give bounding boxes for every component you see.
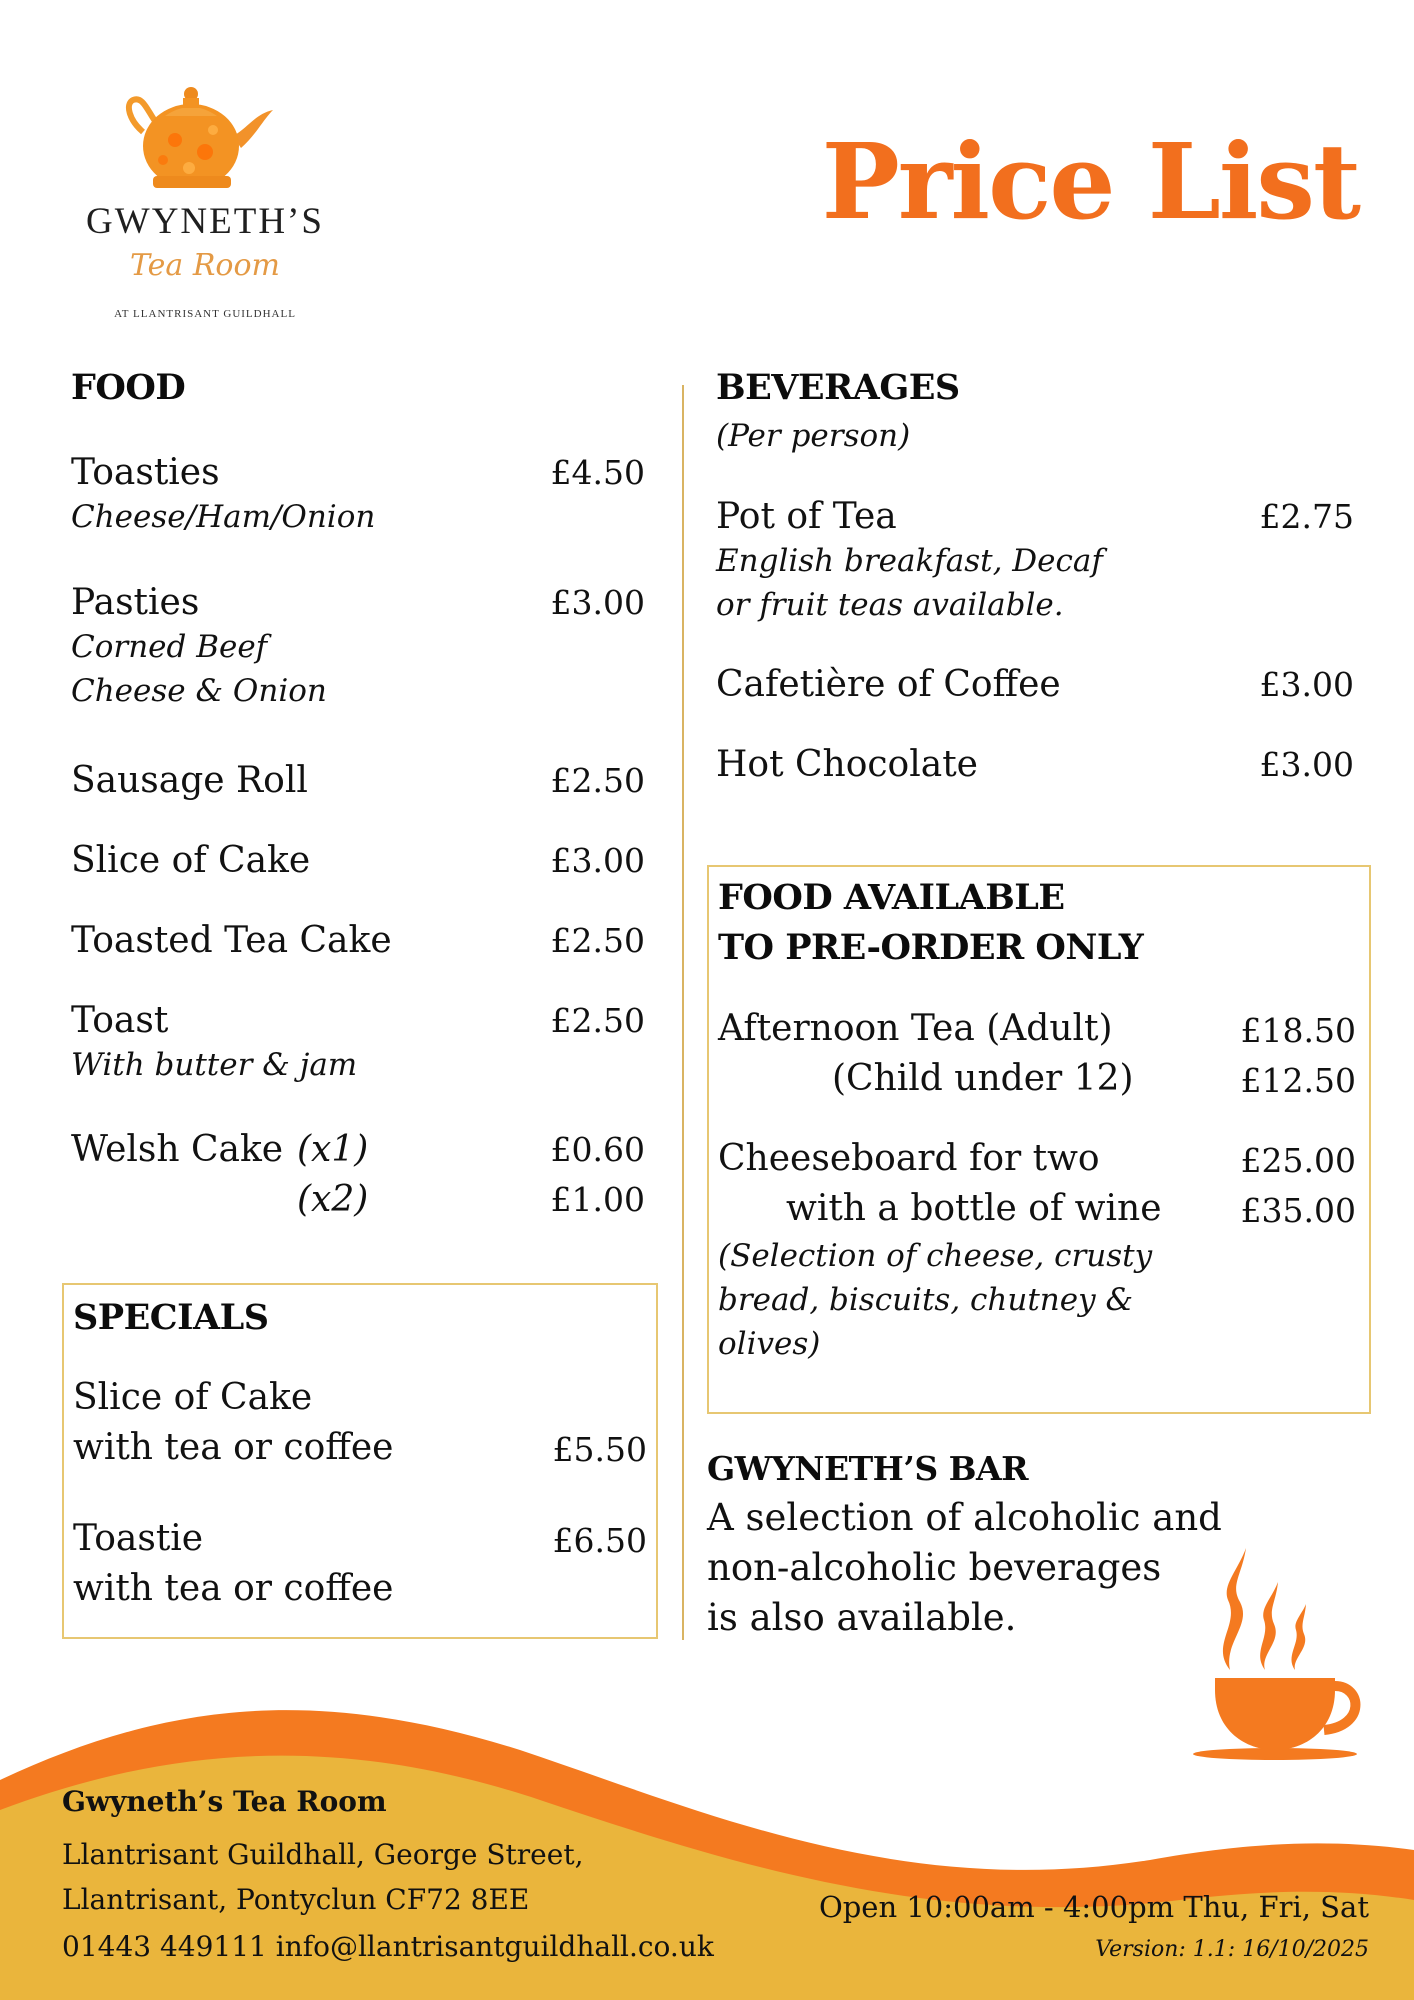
footer-address: Llantrisant, Pontyclun CF72 8EE (62, 1883, 530, 1916)
special-item-price: £6.50 (552, 1521, 647, 1560)
menu-item-name: Sausage Roll (71, 760, 308, 801)
footer-address: Llantrisant Guildhall, George Street, (62, 1838, 584, 1871)
bar-text: non-alcoholic beverages (707, 1546, 1162, 1589)
footer-hours: Open 10:00am - 4:00pm Thu, Fri, Sat (818, 1890, 1369, 1924)
menu-item-name: Welsh Cake (71, 1129, 284, 1170)
menu-item-desc: olives) (718, 1326, 821, 1362)
logo-location: AT LLANTRISANT GUILDHALL (114, 308, 296, 320)
menu-item-qty: (x2) (297, 1179, 369, 1220)
logo-name: GWYNETH’S (86, 201, 324, 242)
menu-item-name: (Child under 12) (832, 1058, 1134, 1099)
menu-item-price: £2.75 (1259, 497, 1354, 536)
menu-item-price: £2.50 (550, 1001, 645, 1040)
menu-item-desc: English breakfast, Decaf (716, 543, 1103, 579)
menu-item-price: £2.50 (550, 761, 645, 800)
menu-item-desc: bread, biscuits, chutney & (718, 1282, 1134, 1318)
footer-version: Version: 1.1: 16/10/2025 (1095, 1937, 1369, 1962)
menu-item-name: Pot of Tea (716, 496, 897, 537)
menu-item-price: £3.00 (1259, 665, 1354, 704)
menu-item-desc: or fruit teas available. (716, 587, 1064, 623)
menu-item-desc: (Selection of cheese, crusty (718, 1238, 1153, 1274)
footer-business-name: Gwyneth’s Tea Room (62, 1785, 387, 1818)
menu-item-price: £4.50 (550, 453, 645, 492)
menu-item-name: Slice of Cake (71, 840, 311, 881)
menu-item-qty: (x1) (297, 1129, 369, 1170)
special-item-price: £5.50 (552, 1430, 647, 1469)
menu-item-price: £18.50 (1240, 1011, 1356, 1050)
menu-item-price: £3.00 (550, 583, 645, 622)
teapot-icon (123, 80, 273, 198)
menu-item-name: Pasties (71, 582, 200, 623)
menu-item-name: Toasted Tea Cake (71, 920, 392, 961)
special-item-line: Slice of Cake (73, 1377, 313, 1418)
beverages-heading: BEVERAGES (716, 367, 960, 408)
bar-heading: GWYNETH’S BAR (707, 1449, 1029, 1488)
footer-contact: 01443 449111 info@llantrisantguildhall.co.uk (62, 1930, 714, 1963)
special-item-line: with tea or coffee (73, 1568, 394, 1609)
menu-item-desc: Cheese/Ham/Onion (71, 499, 376, 535)
menu-item-desc: Cheese & Onion (71, 673, 327, 709)
special-item-line: Toastie (73, 1518, 204, 1559)
column-divider (682, 385, 684, 1640)
menu-item-name: Toast (71, 1000, 169, 1041)
menu-item-desc: Corned Beef (71, 629, 268, 665)
specials-heading: SPECIALS (73, 1297, 269, 1338)
bar-text: is also available. (707, 1596, 1017, 1639)
menu-item-price: £2.50 (550, 921, 645, 960)
logo (60, 80, 350, 330)
menu-item-name: Cheeseboard for two (718, 1138, 1100, 1179)
page-title: Price List (821, 120, 1359, 243)
menu-item-name: Hot Chocolate (716, 744, 978, 785)
food-heading: FOOD (71, 367, 186, 408)
preorder-heading: TO PRE-ORDER ONLY (718, 927, 1144, 968)
menu-item-name: Toasties (71, 452, 220, 493)
special-item-line: with tea or coffee (73, 1427, 394, 1468)
menu-item-desc: With butter & jam (71, 1047, 358, 1083)
menu-item-price: £0.60 (550, 1130, 645, 1169)
menu-item-price: £3.00 (1259, 745, 1354, 784)
menu-item-price: £12.50 (1240, 1061, 1356, 1100)
bar-text: A selection of alcoholic and (707, 1496, 1222, 1539)
menu-item-name: with a bottle of wine (786, 1188, 1162, 1229)
menu-item-name: Cafetière of Coffee (716, 664, 1061, 705)
menu-item-price: £35.00 (1240, 1191, 1356, 1230)
menu-item-name: Afternoon Tea (Adult) (718, 1008, 1113, 1049)
beverages-note: (Per person) (716, 418, 911, 454)
menu-item-price: £3.00 (550, 841, 645, 880)
preorder-heading: FOOD AVAILABLE (718, 877, 1065, 918)
logo-subtitle: Tea Room (129, 248, 280, 283)
menu-item-price: £25.00 (1240, 1141, 1356, 1180)
menu-item-price: £1.00 (550, 1180, 645, 1219)
